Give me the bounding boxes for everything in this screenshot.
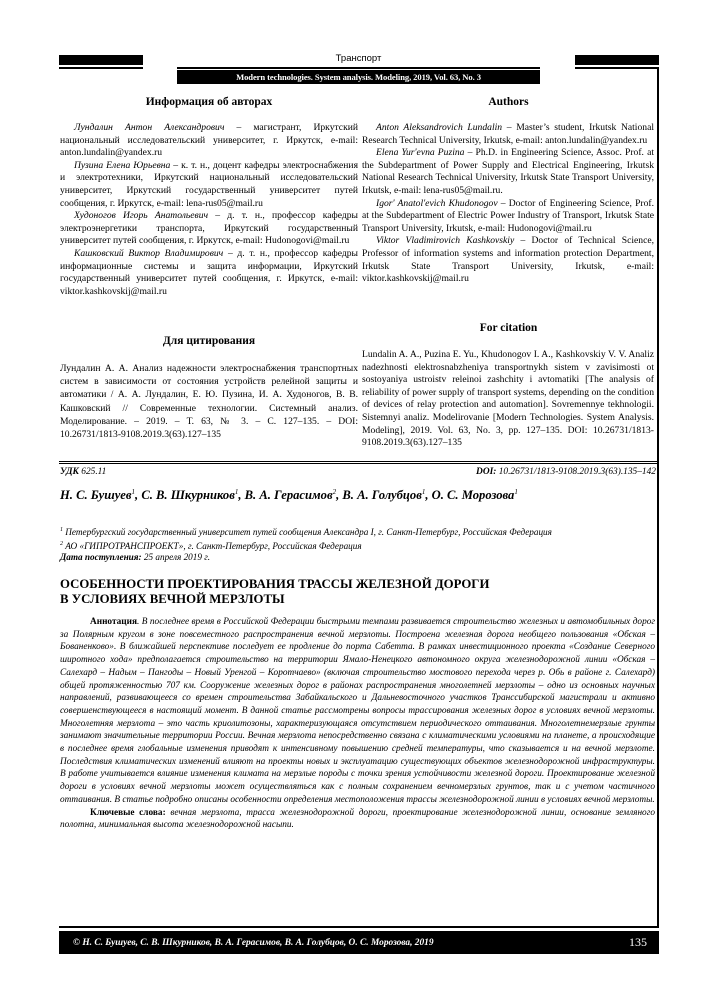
article-author: В. А. Герасимов <box>244 488 333 503</box>
keywords-paragraph <box>60 807 655 832</box>
header-center-rule <box>177 67 540 69</box>
citation-en-heading: For citation <box>479 322 538 334</box>
author-entry <box>362 235 654 285</box>
article-author: С. В. Шкурников <box>141 488 235 503</box>
article-author: О. С. Морозова <box>431 488 515 503</box>
doi-line <box>476 467 656 477</box>
citation-ru-text: Лундалин А. А. Анализ надежности электроснабжения транспортных систем в зависимости от состояния устройств релейной защиты и автоматики / А. А. Лундалин, Е. Ю. Пузина, И. А. Худоногов, В. В. Кашковский // Современные технологии. Системный анализ. Моделирование. – 2019. – Т. 63, № 3. – С. 127–135. – DOI: 10.26731/1813-9108.2019.3(63).127–135 <box>60 363 358 441</box>
author-details: – д. т. н., профессор кафедры информационные системы и защита информации, Иркутский государственный университет путей сообщения, г. Иркутск, e-mail: viktor.kashkovskij@mail.ru <box>60 247 358 297</box>
received-value: 25 апреля 2019 г. <box>141 552 211 563</box>
author-name: Пузина Елена Юрьевна <box>74 159 171 171</box>
citation-ru <box>60 362 358 441</box>
affiliation-ref: 1 <box>131 488 136 496</box>
doi-label: DOI: <box>476 467 497 477</box>
author-name: Elena Yur'evna Puzina <box>376 147 465 159</box>
authors-info-en <box>362 122 654 286</box>
author-entry <box>362 147 654 197</box>
article-author: В. А. Голубцов <box>342 488 422 503</box>
page-number: 135 <box>629 935 647 949</box>
authors-info-ru <box>60 122 358 298</box>
keywords-text: вечная мерзлота, трасса железнодорожной дороги, проектирование железнодорожной линии, основание земляного полотна, минимальная высота железнодорожной насыпи. <box>60 807 655 831</box>
abstract-label: Аннотация <box>90 617 138 627</box>
authors-info-ru-heading: Информация об авторах <box>145 96 273 108</box>
separator-rule-bottom <box>59 463 658 464</box>
affiliation-ref: 1 <box>421 488 426 496</box>
author-entry <box>60 248 358 298</box>
article-authors: Н. С. Бушуев$^1$, С. В. Шкурников$^1$, В. А. Герасимов$^2$, В. А. Голубцов$^1$, О. С. Морозова$^1$ <box>60 488 518 503</box>
frame-top-right-rule <box>575 67 659 69</box>
author-name: Худоногов Игорь Анатольевич <box>74 210 209 222</box>
section-label: Транспорт <box>335 53 382 64</box>
separator-rule-top <box>59 461 658 462</box>
affiliation: $^2$ АО «ГИПРОТРАНСПРОЕКТ», г. Санкт-Петербург, Российская Федерация <box>60 540 362 551</box>
author-details: – Doctor of Engineering Science, Prof. at the Subdepartment of Electric Power Industry of Transport, Irkutsk State Transport University, Irkutsk, e-mail: Hudonogovi@mail.ru <box>362 197 654 234</box>
header-left-rule <box>59 67 143 69</box>
author-name: Anton Aleksandrovich Lundalin <box>376 122 503 133</box>
affiliation-ref: 1 <box>234 488 239 496</box>
abstract-text: . В последнее время в Российской Федерации быстрыми темпами развивается строительство железных и автомобильных дорог за Полярным кругом в зоне повсеместного распространения вечной мерзлоты. Построена железная дорога необщего пользования «Обская – Бованенково». В ближайшей перспективе последует ее продление до порта Сабетта. В рамках инвестиционного проекта «Создание Северного широтного хода» предполагается строительство на территории Ямало-Ненецкого автономного округа железнодорожной линии «Обская – Салехард – Надым – Пангоды – Новый Уренгой – Коротчаево» (включая строительство мостового перехода через р. Обь в районе г. Салехард) общей протяженностью 707 км. Сооружение железных дорог в районах распространения многолетней мерзлоты – одно из основных научных направлений, развивающееся со времен строительства Забайкальского и Дальневосточного участков Транссибирской магистрали и активно совершенствующееся в настоящий момент. В данной статье рассмотрены вопросы трассирования железных дорог в условиях вечной мерзлоты. Многолетняя мерзлота – это часть криолитозоны, характеризующаяся отсутствием периодического оттаивания. Многолетнемерзлые грунты занимают значительные территории России. Вечная мерзлота непосредственно связана с климатическими условиями на планете, а происходящие в последнее время глобальные изменения приводят к интенсивному повышению средней температуры, что сказывается и на вечной мерзлоте. Последствия климатических изменений влияют на проекты новых и эксплуатацию существующих объектов железнодорожной инфраструктуры. В работе учитывается влияние изменения климата на мерзлые породы с точки зрения устойчивости железной дороги. Проектирование железной дороги в условиях вечной мерзлоты может осуществляться как с полным сохранением вечномерзлых грунтов, так и с учетом частичного оттаивания. В статье подробно описаны особенности определения местоположения трассы железнодорожной линии в условиях вечной мерзлоты. <box>60 617 655 805</box>
journal-title-bar: Modern technologies. System analysis. Modeling, 2019, Vol. 63, No. 3 <box>177 70 540 84</box>
affiliation: $^1$ Петербургский государственный университет путей сообщения Александра I, г. Санкт-Петербург, Российская Федерация <box>60 527 552 538</box>
received-label: Дата поступления: <box>60 552 142 563</box>
author-name: Лундалин Антон Александрович <box>74 122 225 133</box>
author-name: Кашковский Виктор Владимирович <box>74 247 224 259</box>
author-entry <box>60 160 358 210</box>
citation-en-text: Lundalin A. A., Puzina E. Yu., Khudonogov I. A., Kashkovskiy V. V. Analiz nadezhnosti elektrosnabzheniya transportnykh sistem v zavisimosti ot sostoyaniya ustroistv releinoi zashchity i avtomatiki [The analysis of reliability of power supply of transport systems, depending on the condition of devices of relay protection and automation]. Sovremennye tekhnologii. Sistemnyi analiz. Modelirovanie [Modern Technologies. System Analysis. Modeling], 2019. Vol. 63, No. 3, pp. 127–135. DOI: 10.26731/1813-9108.2019.3(63).127–135 <box>362 349 654 449</box>
citation-en <box>362 349 654 450</box>
author-entry <box>362 122 654 147</box>
udk-line <box>60 467 106 477</box>
affiliations <box>60 525 658 564</box>
article-author: Н. С. Бушуев <box>60 488 132 503</box>
received-date <box>60 552 658 564</box>
author-details: – к. т. н., доцент кафедры электроснабжения и электротехники, Иркутский национальный исследовательский университет, Иркутский государственный университет путей сообщения, г. Иркутск, e-mail: lena-rus05@mail.ru <box>60 159 358 209</box>
header-left-block <box>59 55 143 65</box>
abstract <box>60 616 655 832</box>
affiliation-ref: 2 <box>332 488 337 496</box>
udk-value: 625.11 <box>78 467 107 477</box>
author-entry <box>60 210 358 248</box>
author-name: Igor' Anatol'evich Khudonogov <box>376 197 498 209</box>
author-details: – Doctor of Technical Science, Professor of information systems and information protection Department, Irkutsk State Transport University, Irkutsk, e-mail: viktor.kashkovskij@mail.ru <box>362 235 654 285</box>
doi-value: 10.26731/1813-9108.2019.3(63).135–142 <box>496 467 656 477</box>
footer-copyright: © Н. С. Бушуев, С. В. Шкурников, В. А. Герасимов, В. А. Голубцов, О. С. Морозова, 2019 <box>73 937 434 948</box>
author-entry <box>362 198 654 236</box>
udk-label: УДК <box>60 467 79 477</box>
author-details: – Ph.D. in Engineering Science, Assoc. Prof. at the Subdepartment of Power Supply and Electrical Engineering, Irkutsk National Research Technical University, Irkutsk State Transport University, Irkutsk, e-mail: lena-rus05@mail.ru. <box>362 147 654 196</box>
frame-bottom-border <box>59 926 659 928</box>
footer-bar <box>59 931 659 954</box>
abstract-paragraph <box>60 616 655 807</box>
author-details: – Master’s student, Irkutsk National Research Technical University, Irkutsk, e-mail: anton.lundalin@yandex.ru <box>362 122 654 146</box>
keywords-label: Ключевые слова: <box>90 807 166 818</box>
header-right-block <box>575 55 659 65</box>
affiliation-ref: 1 <box>514 488 518 496</box>
author-details: – д. т. н., профессор кафедры электроэнергетики транспорта, Иркутский государственный университет путей сообщения, г. Иркутск, e-mail: Hudonogovi@mail.ru <box>60 210 358 247</box>
author-details: – магистрант, Иркутский национальный исследовательский университет, г. Иркутск, e-mail: anton.lundalin@yandex.ru <box>60 122 358 159</box>
citation-ru-heading: Для цитирования <box>162 335 256 347</box>
authors-info-en-heading: Authors <box>488 96 529 108</box>
author-entry <box>60 122 358 160</box>
article-title: ОСОБЕННОСТИ ПРОЕКТИРОВАНИЯ ТРАССЫ ЖЕЛЕЗНОЙ ДОРОГИ В УСЛОВИЯХ ВЕЧНОЙ МЕРЗЛОТЫ <box>60 577 490 606</box>
author-name: Viktor Vladimirovich Kashkovskiy <box>376 235 515 247</box>
